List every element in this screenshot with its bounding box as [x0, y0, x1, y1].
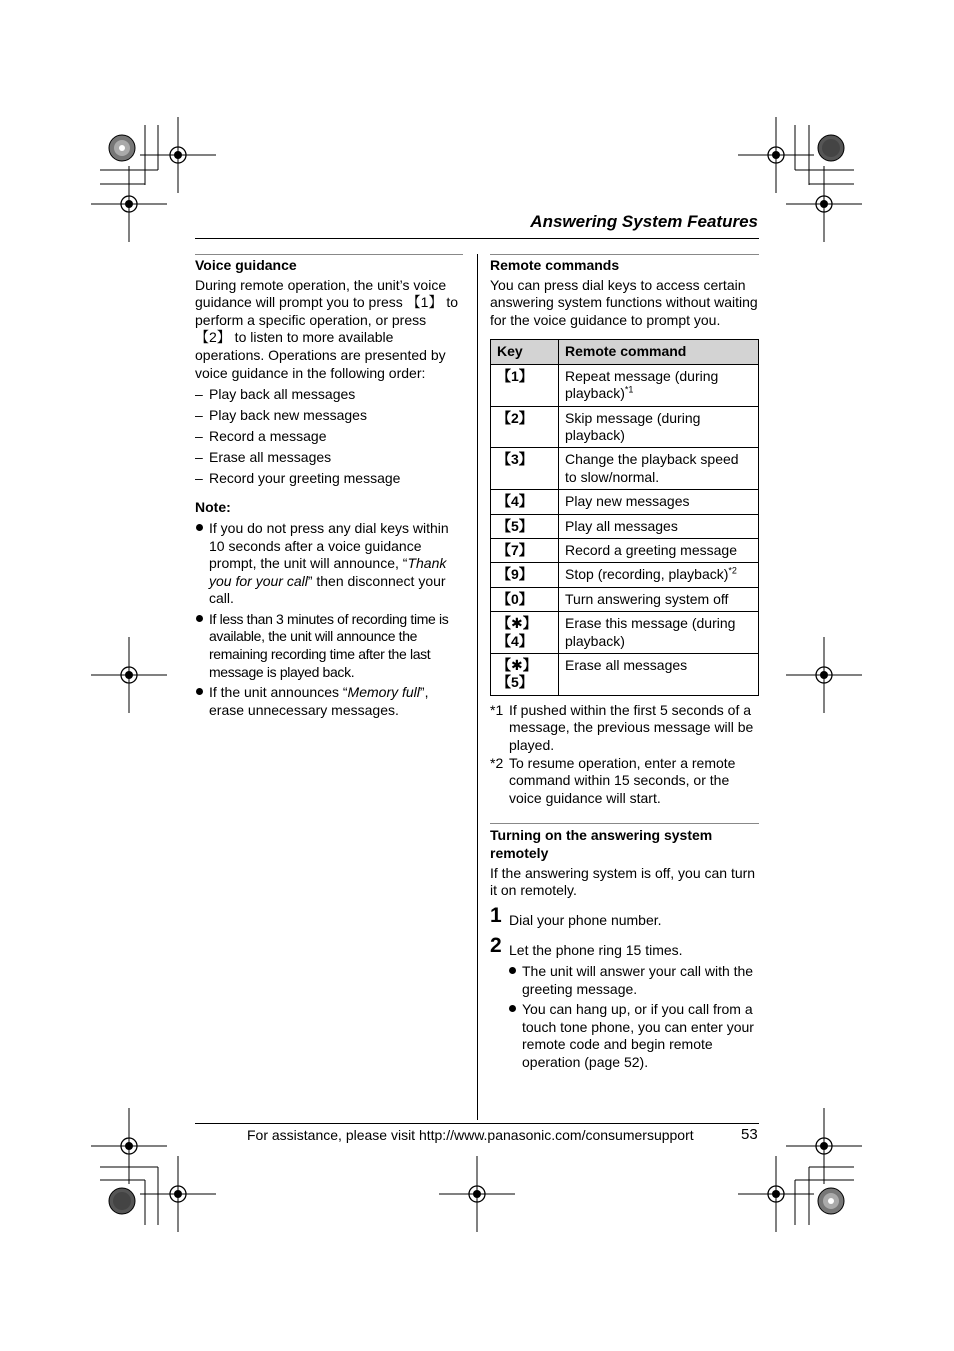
- column-divider: [477, 254, 478, 1120]
- command-cell: Record a greeting message: [559, 539, 759, 563]
- table-row: [491, 587, 759, 611]
- footnote-ref: *1: [624, 384, 634, 395]
- key-cell: 【1】: [491, 364, 559, 406]
- step-number: 1: [490, 903, 502, 927]
- key-cell: 【2】: [491, 406, 559, 448]
- table-row: [491, 563, 759, 587]
- crosshair-mark-bottom-right-1: [786, 1108, 862, 1184]
- list-item: – Play back all messages: [195, 386, 463, 404]
- bullet-dot-icon: [196, 688, 203, 695]
- column-header-key: Key: [491, 340, 559, 364]
- list-item: – Record a message: [195, 428, 463, 446]
- column-header-command: Remote command: [559, 340, 759, 364]
- bullet-dot-icon: [196, 615, 203, 622]
- note-bullet-1-text-after: ” then disconnect your call.: [209, 572, 446, 607]
- remote-commands-title: Remote commands: [490, 257, 620, 273]
- voice-guidance-title: Voice guidance: [195, 257, 297, 273]
- right-column: [490, 254, 758, 1075]
- command-cell: Play new messages: [559, 490, 759, 514]
- list-item: – Record your greeting message: [195, 470, 463, 488]
- crosshair-mark-top-left-1: [140, 117, 216, 193]
- dark-disc-mark-bottom-left: [109, 1188, 135, 1214]
- table-row: [491, 364, 759, 406]
- remote-commands-table: [490, 339, 759, 696]
- crosshair-mark-bottom-left-1: [91, 1108, 167, 1184]
- list-item: – Erase all messages: [195, 449, 463, 467]
- step-text: Let the phone ring 15 times.: [509, 942, 683, 959]
- command-text: Stop (recording, playback): [565, 566, 729, 583]
- note-bullet-1-italic: Thank you for your call: [209, 555, 447, 589]
- table-row: [491, 612, 759, 654]
- note-bullet-3-text-after: ”, erase unnecessary messages.: [209, 684, 429, 718]
- bullet-text: The unit will answer your call with the greeting message.: [522, 963, 754, 997]
- crosshair-mark-mid-left: [91, 637, 167, 713]
- note-bullet-3: [195, 684, 463, 719]
- table-row: [491, 539, 759, 563]
- sunburst-mark-bottom-right: [818, 1188, 844, 1214]
- key-cell: 【0】: [491, 587, 559, 611]
- crosshair-mark-top-right-1: [738, 117, 814, 193]
- step-number: 2: [490, 934, 502, 958]
- table-row: [491, 448, 759, 490]
- step-2-bullets: [509, 963, 758, 1072]
- dark-disc-mark-top-right: [818, 135, 844, 161]
- crosshair-mark-bottom-center: [439, 1156, 515, 1232]
- footer-rule: [195, 1123, 759, 1124]
- left-column: [195, 254, 463, 722]
- note-bullet-1: [195, 520, 463, 608]
- footer-support-text: For assistance, please visit http://www.panasonic.com/consumersupport: [247, 1127, 694, 1143]
- bullet-dot-icon: [509, 967, 516, 974]
- header-rule: [195, 238, 759, 239]
- command-cell: [559, 364, 759, 406]
- command-cell: Turn answering system off: [559, 587, 759, 611]
- voice-guidance-paragraph: During remote operation, the unit’s voice guidance will prompt you to press 【1】 to perform a specific operation, or press 【2】 to listen to more available operations. Operations are presented by voice guidance in the following order:: [195, 276, 459, 381]
- table-footnotes: [490, 702, 758, 808]
- footnote-text: To resume operation, enter a remote command within 15 seconds, or the voice guidance will start.: [509, 754, 736, 806]
- section-divider: [490, 823, 759, 824]
- bullet-dot-icon: [196, 524, 203, 531]
- command-text: Repeat message (during playback): [565, 367, 719, 402]
- step-text: Dial your phone number.: [509, 911, 662, 928]
- key-cell: 【4】: [491, 490, 559, 514]
- key-cell: 【✱】【4】: [491, 612, 559, 654]
- turning-on-paragraph: If the answering system is off, you can turn it on remotely.: [490, 864, 756, 899]
- bullet-text: You can hang up, or if you call from a touch tone phone, you can enter your remote code and begin remote operation (page 52).: [522, 1001, 754, 1070]
- command-cell: Erase all messages: [559, 654, 759, 696]
- footnote-ref: *2: [728, 565, 737, 576]
- bullet-dot-icon: [509, 1005, 516, 1012]
- table-row: [491, 514, 759, 538]
- sunburst-mark-top-left: [109, 135, 135, 161]
- command-cell: [559, 563, 759, 587]
- list-item: – Play back new messages: [195, 407, 463, 425]
- step-1: [490, 903, 758, 930]
- crosshair-mark-bottom-right-2: [738, 1156, 814, 1232]
- command-cell: Play all messages: [559, 514, 759, 538]
- footnote-2: [490, 755, 758, 808]
- footnote-mark: *1: [490, 701, 504, 718]
- table-row: [491, 654, 759, 696]
- crosshair-mark-top-left-2: [91, 166, 167, 242]
- command-cell: Change the playback speed to slow/normal.: [559, 448, 759, 490]
- key-cell: 【5】: [491, 514, 559, 538]
- note-bullet-1-text-before: If you do not press any dial keys within 10 seconds after a voice guidance prompt, the unit will announce, “: [209, 519, 449, 572]
- key-cell: 【7】: [491, 539, 559, 563]
- command-cell: Erase this message (during playback): [559, 612, 759, 654]
- footnote-1: [490, 702, 758, 755]
- key-cell: 【9】: [491, 563, 559, 587]
- turning-on-title: Turning on the answering system remotely: [490, 827, 713, 862]
- page-header-title: Answering System Features: [530, 212, 758, 231]
- footnote-mark: *2: [490, 754, 504, 771]
- note-bullets: [195, 520, 463, 720]
- command-cell: Skip message (during playback): [559, 406, 759, 448]
- crosshair-mark-mid-right: [786, 637, 862, 713]
- remote-commands-paragraph: You can press dial keys to access certain answering system functions without waiting for the voice guidance to prompt you.: [490, 276, 758, 328]
- key-cell: 【✱】【5】: [491, 654, 559, 696]
- note-bullet-2: [195, 611, 463, 681]
- voice-guidance-list: [195, 386, 463, 487]
- table-header-row: [491, 340, 759, 364]
- note-bullet-2-text: If less than 3 minutes of recording time is available, the unit will announce the remaining recording time after the last message is played back.: [209, 610, 449, 680]
- table-row: [491, 406, 759, 448]
- step-2: [490, 934, 758, 1071]
- footnote-text: If pushed within the first 5 seconds of a message, the previous message will be played.: [509, 701, 754, 754]
- list-item: [509, 963, 758, 998]
- note-title: Note:: [195, 499, 231, 516]
- crosshair-mark-top-right-2: [786, 166, 862, 242]
- key-cell: 【3】: [491, 448, 559, 490]
- table-row: [491, 490, 759, 514]
- list-item: [509, 1001, 758, 1071]
- note-bullet-3-italic: Memory full: [347, 684, 420, 701]
- note-bullet-3-text-before: If the unit announces “: [209, 684, 348, 701]
- page-number: 53: [741, 1126, 758, 1143]
